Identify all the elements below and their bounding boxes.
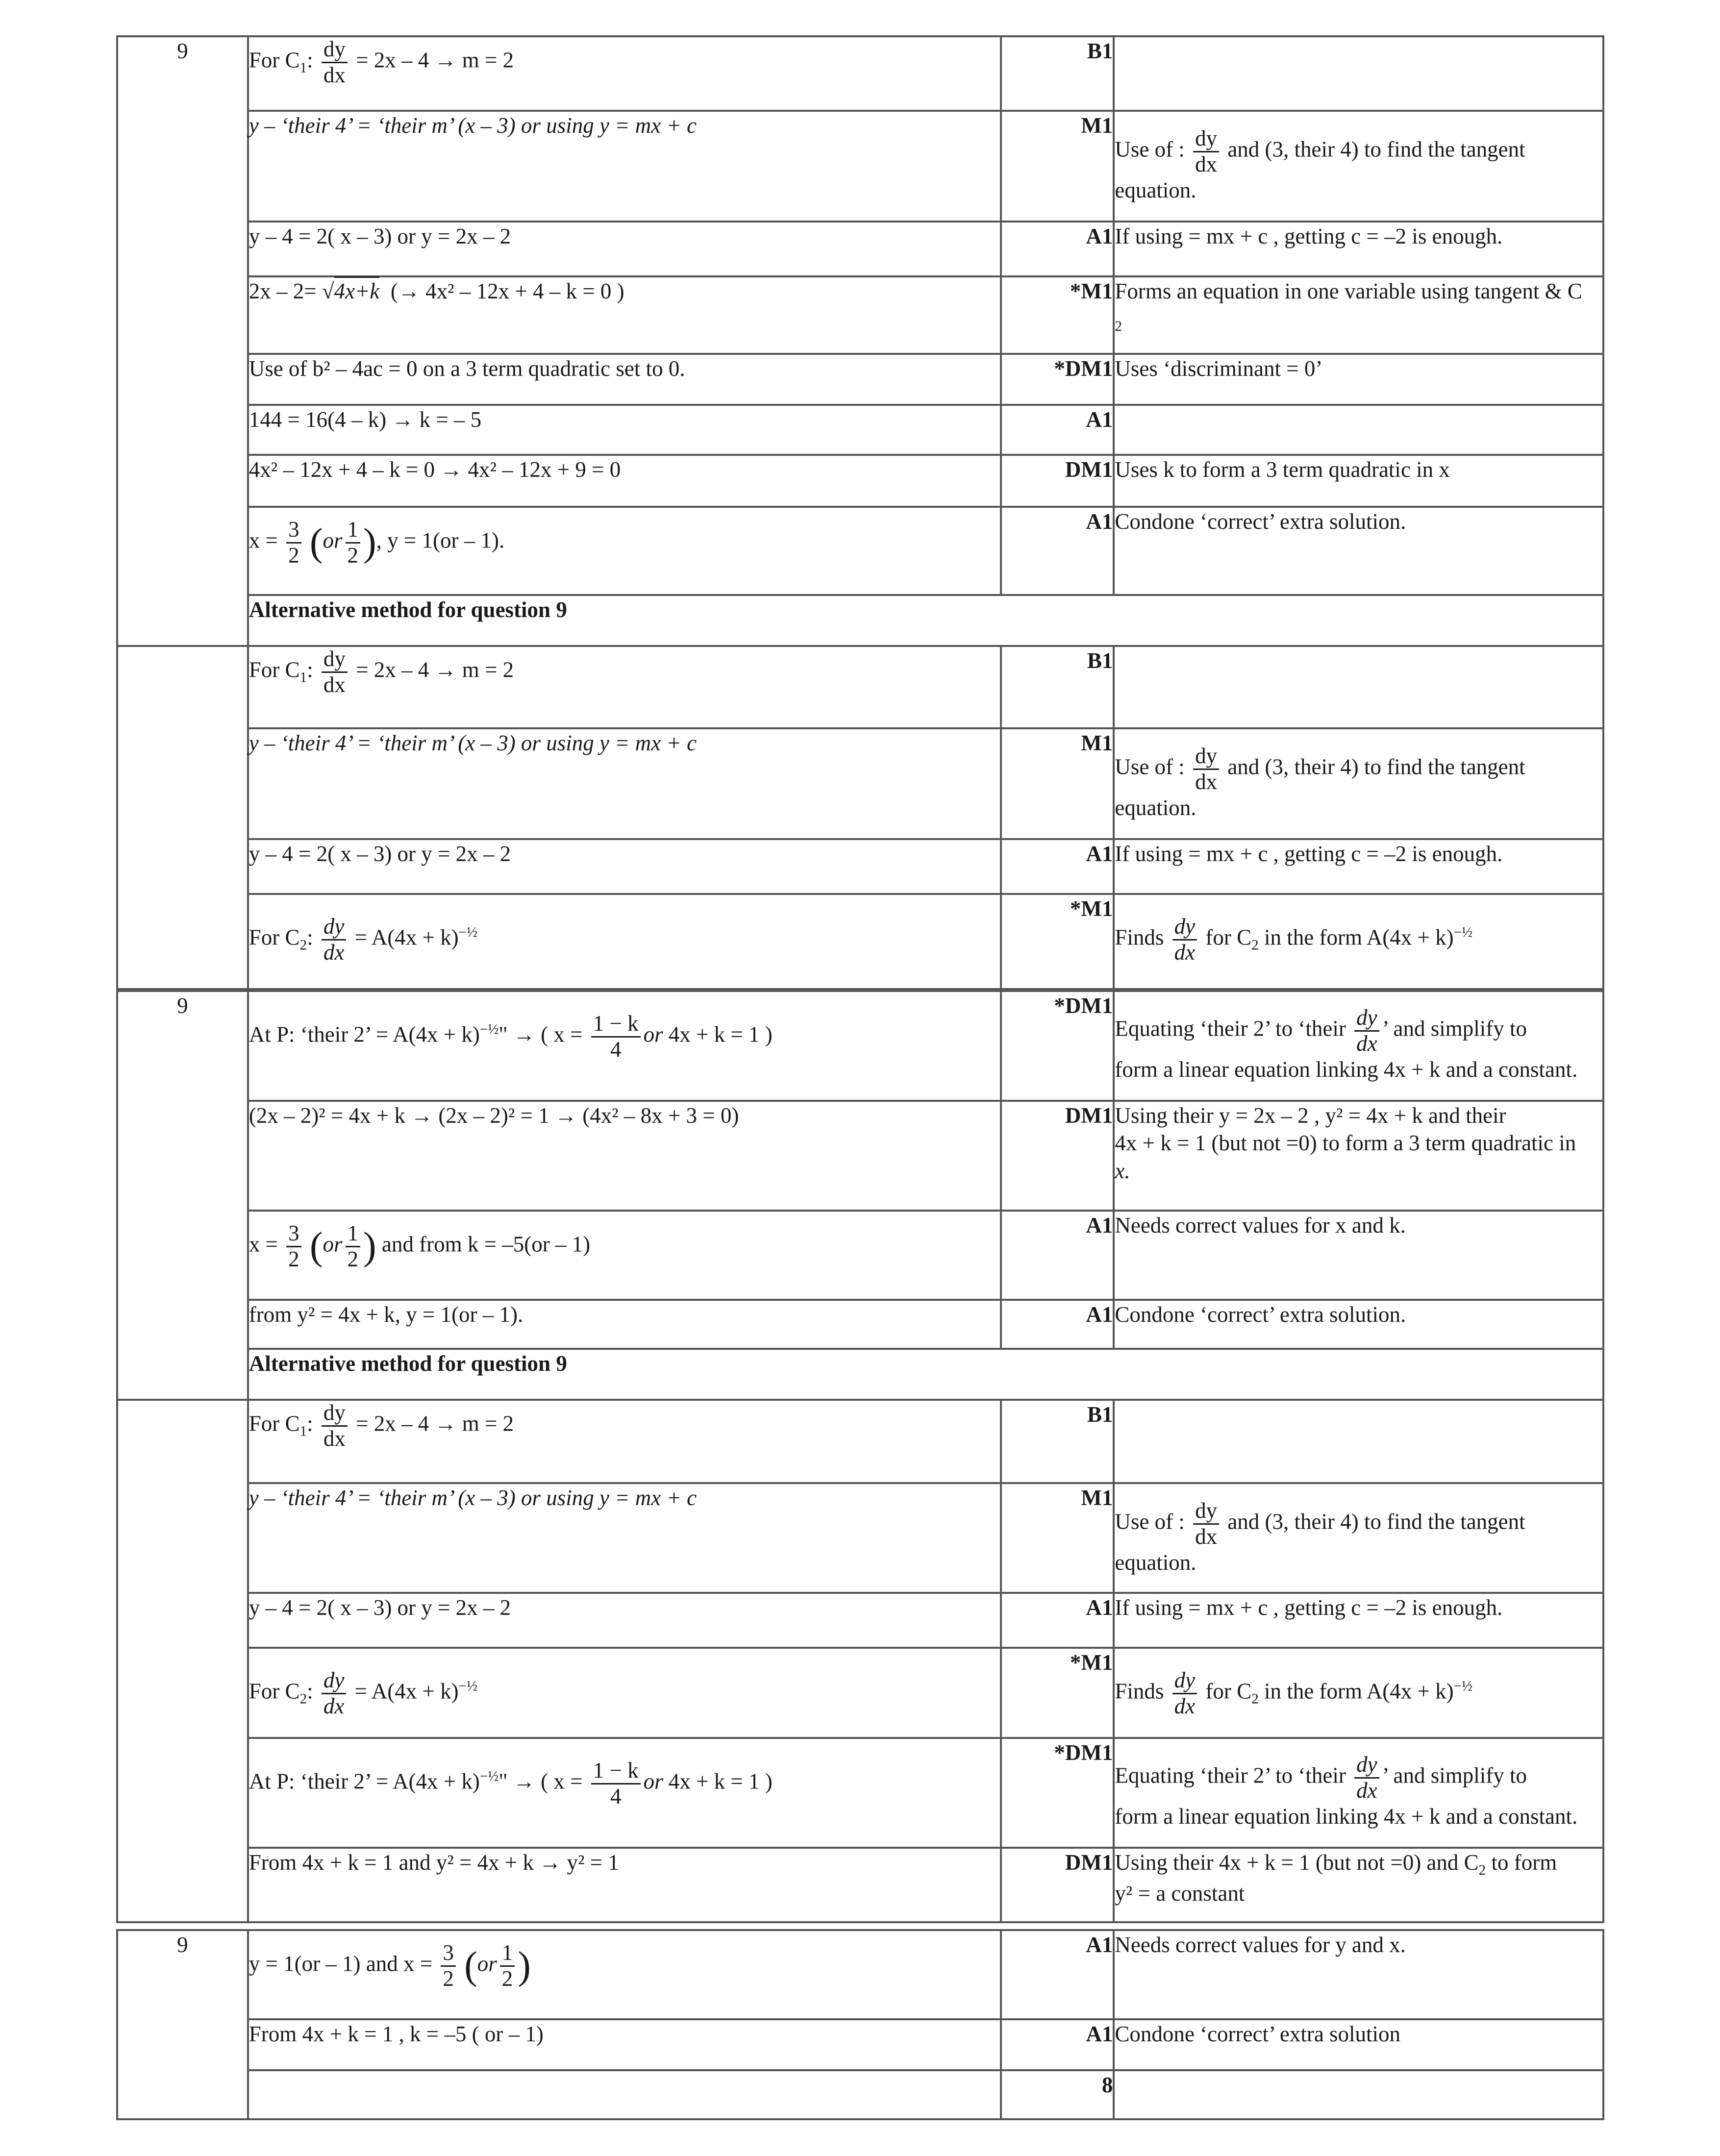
mark-cell: *DM1	[1001, 354, 1114, 405]
answer-text: y – 4 = 2( x – 3) or y = 2x – 2	[249, 842, 511, 866]
mark-cell: M1	[1001, 1483, 1114, 1593]
mark-cell: B1	[1001, 36, 1114, 111]
guidance-text: Using their y = 2x – 2 , y² = 4x + k and their	[1115, 1103, 1506, 1128]
answer-cell: x = $\frac{3}{2}$ (or $\frac{1}{2}$ ), y = 1(or – 1).	[248, 507, 1001, 595]
answer-cell	[248, 1483, 1001, 1593]
guidance-cell	[1114, 1211, 1603, 1300]
guidance-text: Needs correct values for y and x.	[1115, 1933, 1406, 1957]
guidance-cell	[1114, 1930, 1603, 2019]
answer-cell	[248, 354, 1001, 405]
mark-scheme-table-2	[116, 990, 1604, 1923]
table-row	[117, 839, 1603, 894]
question-number: 9	[117, 991, 248, 1400]
answer-cell: For $C_2$: $\frac{dy}{dx}$ = $A(4x + k)^{-\frac{1}{2}}$	[248, 1648, 1001, 1738]
guidance-cell: Finds $\frac{dy}{dx}$ for $C_2$ in the form $A(4x + k)^{-\frac{1}{2}}$	[1114, 894, 1603, 989]
guidance-cell	[1114, 507, 1603, 595]
table-row	[117, 1930, 1603, 2019]
total-mark: 8	[1001, 2070, 1114, 2119]
mark-cell: DM1	[1001, 455, 1114, 507]
mark-cell: *DM1	[1001, 991, 1114, 1101]
table-row	[117, 1300, 1603, 1349]
guidance-text: in the form A(4x + k)	[1258, 1679, 1454, 1704]
answer-text: y – ‘their 4’ = ‘their m’ (x – 3) or using y = mx + c	[249, 731, 697, 755]
alt-method-header: Alternative method for question 9	[248, 595, 1603, 646]
table-row	[117, 1848, 1603, 1922]
answer-cell	[248, 1300, 1001, 1349]
guidance-cell	[1114, 405, 1603, 455]
guidance-text: Use of :	[1115, 1509, 1185, 1534]
answer-text: From 4x + k = 1 , k = –5 ( or – 1)	[249, 2022, 544, 2046]
mark-cell: *M1	[1001, 1648, 1114, 1738]
answer-text: y – 4 = 2( x – 3) or y = 2x – 2	[249, 1595, 511, 1620]
answer-cell: For $C_1$: $\frac{dy}{dx}$ = 2x – 4 → m = 2	[248, 1400, 1001, 1483]
table-row	[117, 1648, 1603, 1738]
guidance-text: Using their 4x + k = 1 (but not =0) and C	[1115, 1850, 1479, 1875]
table-row	[117, 991, 1603, 1101]
guidance-text: Uses ‘discriminant = 0’	[1115, 356, 1323, 381]
guidance-text: form a linear equation linking 4x + k and a constant.	[1115, 1057, 1578, 1082]
guidance-text: in the form A(4x + k)	[1258, 925, 1454, 950]
guidance-text: If using = mx + c , getting c = –2 is enough.	[1115, 224, 1503, 248]
guidance-text: form a linear equation linking 4x + k and a constant.	[1115, 1804, 1578, 1829]
answer-cell	[248, 405, 1001, 455]
guidance-text: 4x + k = 1 (but not =0) to form a 3 term quadratic in	[1115, 1131, 1576, 1156]
answer-text: 144 = 16(4 – k) → k = – 5	[249, 407, 482, 432]
table-row	[117, 111, 1603, 222]
answer-cell: x = $\frac{3}{2}$ (or $\frac{1}{2}$ ) and from k = –5(or – 1)	[248, 1211, 1001, 1300]
table-row	[117, 1483, 1603, 1593]
mark-cell: *M1	[1001, 276, 1114, 354]
guidance-text: for C	[1205, 925, 1252, 950]
mark-cell: DM1	[1001, 1101, 1114, 1211]
guidance-cell: Using their 4x + k = 1 (but not =0) and $C_2$ to form y² = a constant	[1114, 1848, 1603, 1922]
answer-text: For C	[249, 657, 300, 682]
mark-cell: A1	[1001, 405, 1114, 455]
guidance-cell	[1114, 1300, 1603, 1349]
answer-text: y – ‘their 4’ = ‘their m’ (x – 3) or using y = mx + c	[249, 113, 697, 138]
table-row	[117, 1400, 1603, 1483]
guidance-text: Use of :	[1115, 754, 1185, 779]
answer-text: y – ‘their 4’ = ‘their m’ (x – 3) or using y = mx + c	[249, 1486, 697, 1510]
guidance-text: Condone ‘correct’ extra solution.	[1115, 509, 1406, 534]
guidance-text: Equating ‘their 2’ to ‘their	[1115, 1763, 1346, 1788]
guidance-text: equation.	[1115, 795, 1197, 820]
answer-text: For C	[249, 1679, 300, 1704]
answer-text: = 2x – 4 → m = 2	[356, 1411, 514, 1436]
table-row	[117, 646, 1603, 728]
guidance-cell	[1114, 1400, 1603, 1483]
guidance-text: Finds	[1115, 925, 1164, 950]
answer-text: At P: ‘their 2’ = A(4x + k)	[249, 1769, 480, 1794]
answer-text: from y² = 4x + k, y = 1(or – 1).	[249, 1302, 523, 1327]
guidance-text: Uses k to form a 3 term quadratic in x	[1115, 457, 1450, 482]
guidance-cell: Use of : $\frac{dy}{dx}$ and (3, their 4) to find the tangent equation.	[1114, 1483, 1603, 1593]
table-row	[117, 1738, 1603, 1848]
question-number: 9	[117, 1930, 248, 2119]
table-row	[117, 276, 1603, 354]
question-number: 9	[117, 36, 248, 646]
table-row	[117, 2070, 1603, 2119]
table-row	[117, 595, 1603, 646]
guidance-cell	[1114, 839, 1603, 894]
answer-cell	[248, 728, 1001, 839]
guidance-cell	[1114, 646, 1603, 728]
answer-text: From 4x + k = 1 and y² = 4x + k → y² = 1	[249, 1850, 619, 1875]
guidance-text: ’ and simplify to	[1382, 1763, 1527, 1788]
mark-cell: M1	[1001, 728, 1114, 839]
guidance-text: and (3, their 4) to find the tangent	[1227, 754, 1525, 779]
mark-cell: A1	[1001, 1593, 1114, 1648]
guidance-text: Forms an equation in one variable using tangent & C	[1115, 279, 1582, 303]
mark-cell: B1	[1001, 646, 1114, 728]
mark-cell: A1	[1001, 507, 1114, 595]
guidance-text: Condone ‘correct’ extra solution.	[1115, 1302, 1406, 1327]
answer-text: and from k = –5(or – 1)	[381, 1232, 591, 1257]
guidance-cell	[1114, 2019, 1603, 2070]
answer-cell: At P: ‘their 2’ = $A(4x + k)^{-\frac{1}{2}}$" → ( x = $\frac{1 - k}{4}$ or 4x + k = 1 )	[248, 991, 1001, 1101]
answer-text: = 2x – 4 → m = 2	[356, 48, 514, 73]
mark-cell: M1	[1001, 111, 1114, 222]
mark-scheme-table-3	[116, 1929, 1604, 2120]
question-number-empty	[117, 646, 248, 989]
mark-cell: DM1	[1001, 1848, 1114, 1922]
answer-text: (2x – 2)² = 4x + k → (2x – 2)² = 1 → (4x² – 8x + 3 = 0)	[249, 1103, 739, 1128]
answer-cell: For $C_1$: $\frac{dy}{dx}$ = 2x – 4 → m = 2	[248, 36, 1001, 111]
guidance-text: Finds	[1115, 1679, 1164, 1704]
answer-text: At P: ‘their 2’ = A(4x + k)	[249, 1022, 480, 1047]
alt-method-header: Alternative method for question 9	[248, 1349, 1603, 1400]
guidance-cell	[1114, 111, 1603, 222]
answer-cell	[248, 2070, 1001, 2119]
answer-text: y – 4 = 2( x – 3) or y = 2x – 2	[249, 224, 511, 248]
answer-text: For C	[249, 1411, 300, 1436]
guidance-cell	[1114, 354, 1603, 405]
table-row	[117, 455, 1603, 507]
answer-text: 4x² – 12x + 4 – k = 0 → 4x² – 12x + 9 = 0	[249, 457, 621, 482]
answer-text: For C	[249, 925, 300, 950]
answer-cell: For $C_1$: $\frac{dy}{dx}$ = 2x – 4 → m = 2	[248, 646, 1001, 728]
guidance-text: and (3, their 4) to find the tangent	[1227, 1509, 1525, 1534]
mark-cell: A1	[1001, 2019, 1114, 2070]
answer-cell	[248, 2019, 1001, 2070]
answer-cell	[248, 455, 1001, 507]
answer-cell	[248, 1848, 1001, 1922]
answer-cell: For $C_2$: $\frac{dy}{dx}$ = $A(4x + k)^{-\frac{1}{2}}$	[248, 894, 1001, 989]
answer-text: y = 1(or – 1) and x =	[249, 1951, 433, 1976]
guidance-cell	[1114, 1593, 1603, 1648]
guidance-text: for C	[1205, 1679, 1252, 1704]
mark-cell: B1	[1001, 1400, 1114, 1483]
question-number-empty	[117, 1400, 248, 1922]
guidance-cell: Equating ‘their 2’ to ‘their $\frac{dy}{dx}$ ’ and simplify to form a linear equation linking 4x + k and a constant.	[1114, 1738, 1603, 1848]
answer-text: For C	[249, 48, 300, 73]
guidance-cell	[1114, 1101, 1603, 1211]
answer-cell	[248, 1101, 1001, 1211]
guidance-text: If using = mx + c , getting c = –2 is enough.	[1115, 1595, 1503, 1620]
guidance-cell: Finds $\frac{dy}{dx}$ for $C_2$ in the form $A(4x + k)^{-\frac{1}{2}}$	[1114, 1648, 1603, 1738]
table-row	[117, 354, 1603, 405]
answer-cell: y = 1(or – 1) and x = $\frac{3}{2}$ (or $\frac{1}{2}$ )	[248, 1930, 1001, 2019]
guidance-cell: Forms an equation in one variable using tangent & C $_2$	[1114, 276, 1603, 354]
mark-cell: A1	[1001, 839, 1114, 894]
answer-cell	[248, 111, 1001, 222]
guidance-text: x.	[1115, 1158, 1130, 1183]
mark-cell: A1	[1001, 1300, 1114, 1349]
table-row	[117, 1593, 1603, 1648]
mark-cell: A1	[1001, 1211, 1114, 1300]
guidance-text: Use of :	[1115, 137, 1185, 162]
guidance-text: equation.	[1115, 178, 1197, 202]
table-row	[117, 1349, 1603, 1400]
answer-cell: 2x – 2= √4x+k (→ 4x² – 12x + 4 – k = 0 )	[248, 276, 1001, 354]
guidance-cell: Use of : $\frac{dy}{dx}$ and (3, their 4) to find the tangent equation.	[1114, 728, 1603, 839]
guidance-cell	[1114, 222, 1603, 276]
guidance-cell: Equating ‘their 2’ to ‘their $\frac{dy}{dx}$ ’ and simplify to form a linear equation linking 4x + k and a constant.	[1114, 991, 1603, 1101]
guidance-text: ’ and simplify to	[1382, 1016, 1527, 1041]
guidance-cell	[1114, 2070, 1603, 2119]
mark-cell: A1	[1001, 1930, 1114, 2019]
answer-cell	[248, 839, 1001, 894]
table-row	[117, 1211, 1603, 1300]
dy-dx-fraction: $\frac{dy}{dx}$	[322, 37, 348, 87]
mark-cell: *M1	[1001, 894, 1114, 989]
answer-text: = 2x – 4 → m = 2	[356, 657, 514, 682]
guidance-cell	[1114, 36, 1603, 111]
guidance-text: and (3, their 4) to find the tangent	[1227, 137, 1525, 162]
table-row	[117, 894, 1603, 989]
table-row	[117, 36, 1603, 111]
mark-cell: A1	[1001, 222, 1114, 276]
guidance-text: Condone ‘correct’ extra solution	[1115, 2022, 1401, 2046]
guidance-text: y² = a constant	[1115, 1881, 1245, 1906]
guidance-text: If using = mx + c , getting c = –2 is enough.	[1115, 842, 1503, 866]
answer-text: Use of b² – 4ac = 0 on a 3 term quadratic set to 0.	[249, 356, 685, 381]
mark-scheme-table-1	[116, 35, 1604, 990]
table-row	[117, 405, 1603, 455]
table-row	[117, 222, 1603, 276]
dy-dx-fraction: $\frac{dy}{dx}$	[1193, 126, 1219, 176]
table-row	[117, 728, 1603, 839]
guidance-text: Equating ‘their 2’ to ‘their	[1115, 1016, 1346, 1041]
table-row	[117, 1101, 1603, 1211]
table-row	[117, 507, 1603, 595]
guidance-text: equation.	[1115, 1550, 1197, 1575]
answer-cell	[248, 1593, 1001, 1648]
mark-cell: *DM1	[1001, 1738, 1114, 1848]
guidance-cell	[1114, 455, 1603, 507]
answer-cell	[248, 222, 1001, 276]
answer-cell: At P: ‘their 2’ = $A(4x + k)^{-\frac{1}{2}}$" → ( x = $\frac{1 - k}{4}$ or 4x + k = 1 )	[248, 1738, 1001, 1848]
table-row	[117, 2019, 1603, 2070]
guidance-text: Needs correct values for x and k.	[1115, 1213, 1406, 1238]
